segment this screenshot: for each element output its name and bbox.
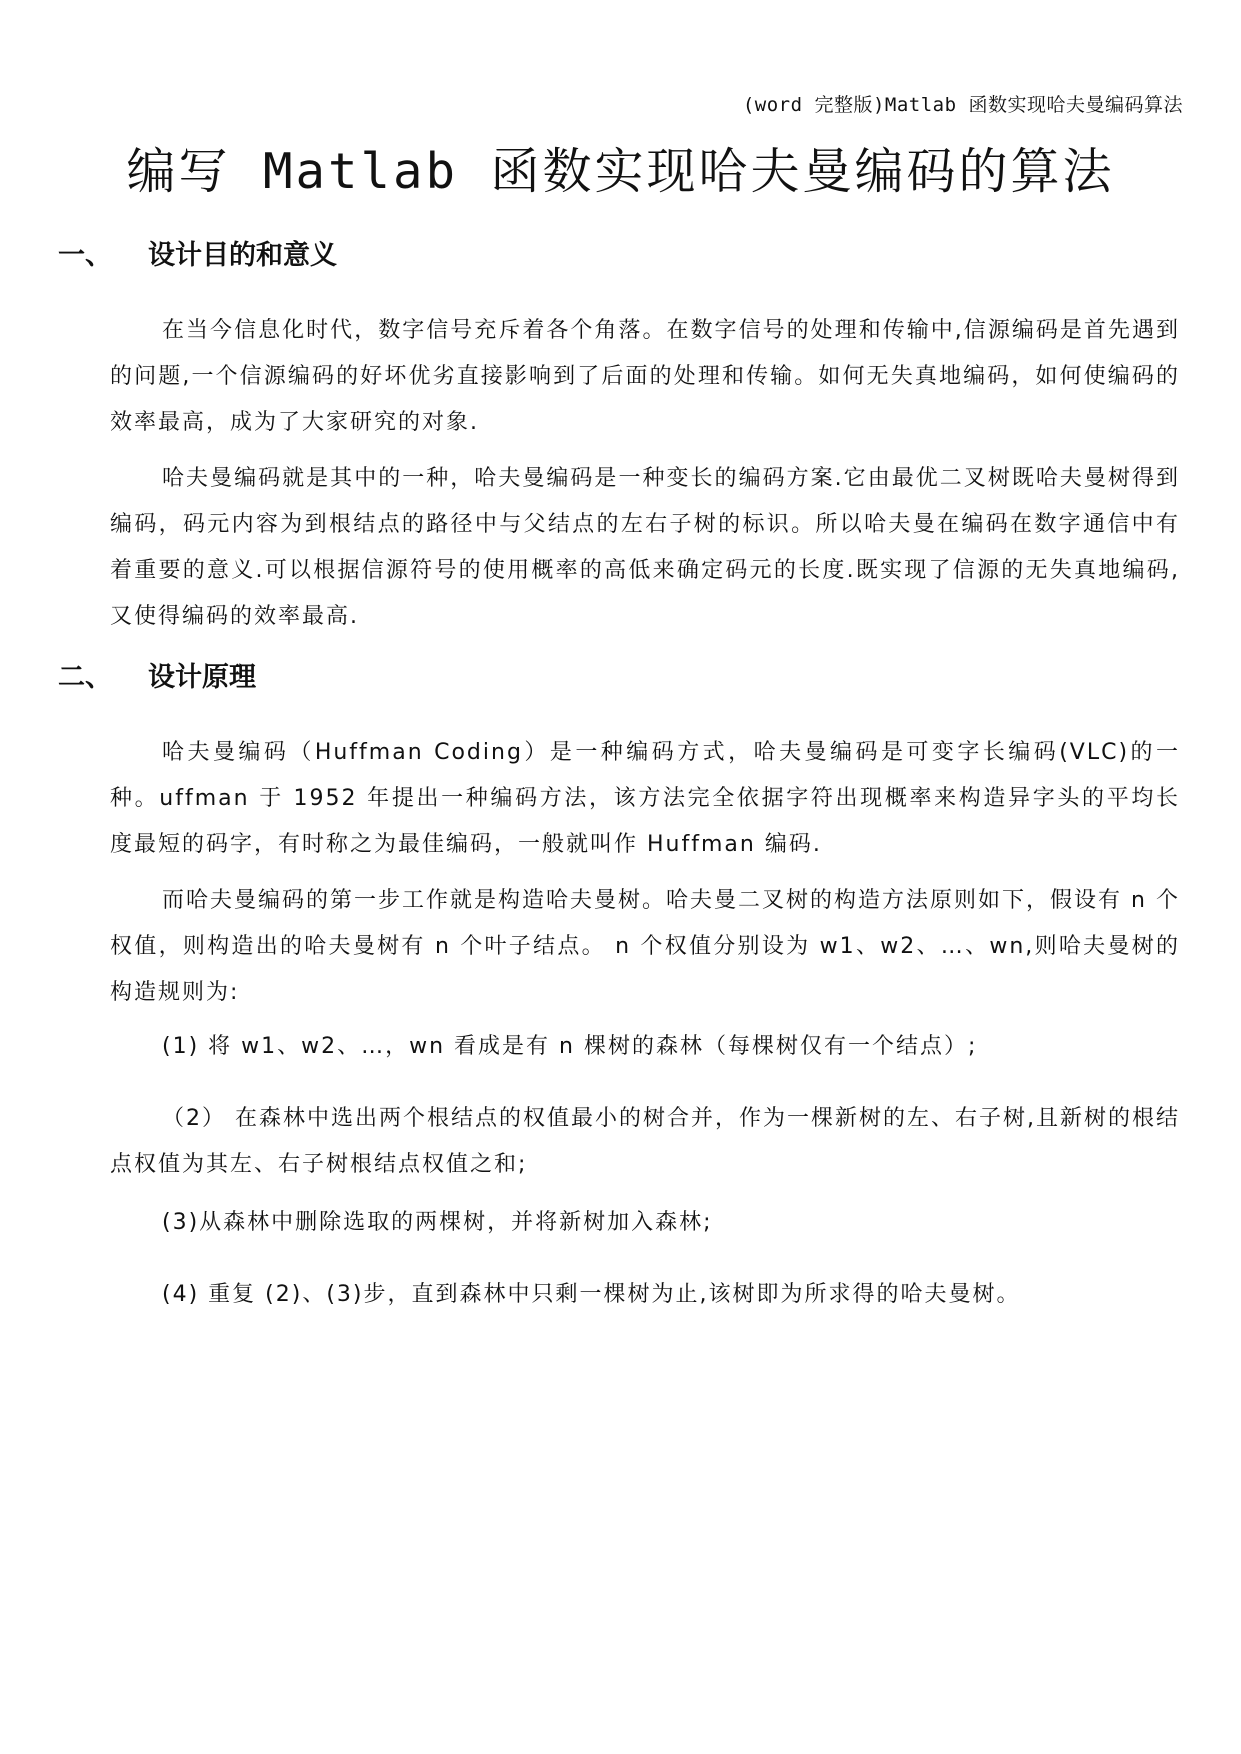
section-title: 设计原理 <box>148 662 256 693</box>
section-number: 一、 <box>58 240 112 271</box>
paragraph: 哈夫曼编码就是其中的一种，哈夫曼编码是一种变长的编码方案.它由最优二叉树既哈夫曼树得到编码，码元内容为到根结点的路径中与父结点的左右子树的标识。所以哈夫曼在编码在数字通信中有着重要的意义.可以根据信源符号的使用概率的高低来确定码元的长度.既实现了信源的无失真地编码,又使得编码的效率最高. <box>110 466 1180 629</box>
list-item: （2） 在森林中选出两个根结点的权值最小的树合并，作为一棵新树的左、右子树,且新树的根结点权值为其左、右子树根结点权值之和; <box>110 1106 1180 1177</box>
section-title: 设计目的和意义 <box>148 240 337 271</box>
paragraph: 在当今信息化时代，数字信号充斥着各个角落。在数字信号的处理和传输中,信源编码是首先遇到的问题,一个信源编码的好坏优劣直接影响到了后面的处理和传输。如何无失真地编码，如何使编码的效率最高，成为了大家研究的对象. <box>110 318 1180 435</box>
list-item: (3)从森林中删除选取的两棵树，并将新树加入森林; <box>162 1210 713 1235</box>
running-header: (word 完整版)Matlab 函数实现哈夫曼编码算法 <box>742 94 1183 116</box>
paragraph: 哈夫曼编码（Huffman Coding）是一种编码方式，哈夫曼编码是可变字长编码(VLC)的一种。uffman 于 1952 年提出一种编码方法，该方法完全依据字符出现概率来构造异字头的平均长 度最短的码字，有时称之为最佳编码，一般就叫作 Huffman 编码. <box>110 740 1180 857</box>
list-item: (4) 重复 (2)、(3)步，直到森林中只剩一棵树为止,该树即为所求得的哈夫曼树。 <box>162 1282 1021 1307</box>
section-heading-2 <box>58 655 256 694</box>
section-heading-1 <box>58 233 337 272</box>
paragraph: 而哈夫曼编码的第一步工作就是构造哈夫曼树。哈夫曼二叉树的构造方法原则如下，假设有 n 个权值，则构造出的哈夫曼树有 n 个叶子结点。 n 个权值分别设为 w1、w2、…、wn,则哈夫曼树的构造规则为: <box>110 888 1180 1005</box>
section-number: 二、 <box>58 662 112 693</box>
document-title: 编写 Matlab 函数实现哈夫曼编码的算法 <box>126 143 1115 200</box>
list-item: (1) 将 w1、w2、…，wn 看成是有 n 棵树的森林（每棵树仅有一个结点）; <box>162 1034 978 1059</box>
